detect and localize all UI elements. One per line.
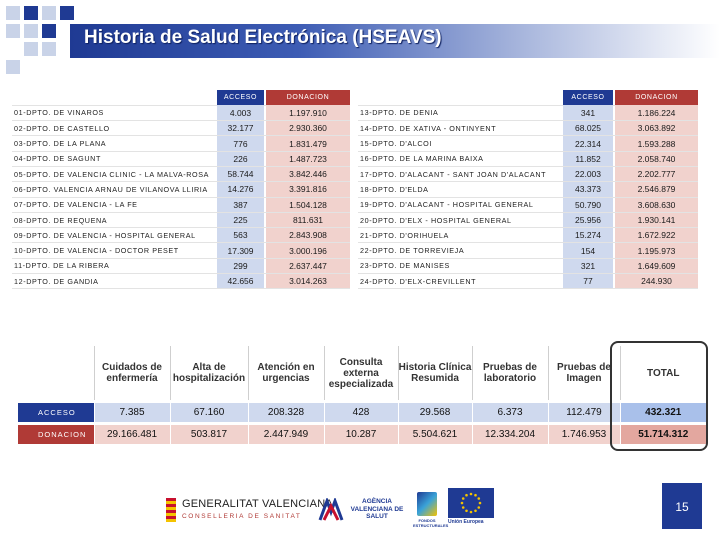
table-row: [358, 243, 698, 258]
dept-name: 04-DPTO. DE SAGUNT: [12, 151, 217, 166]
summary-row: [18, 425, 706, 444]
dept-name: 15-DPTO. D'ALCOI: [358, 136, 563, 151]
summary-value: 29.568: [398, 403, 472, 422]
table-row: [12, 166, 350, 181]
eu-star-icon: [470, 493, 473, 496]
summary-value: 503.817: [170, 425, 248, 444]
donacion-value: 3.000.196: [266, 243, 350, 258]
table-row: [12, 243, 350, 258]
acceso-value: 17.309: [217, 243, 264, 258]
summary-value: 10.287: [324, 425, 398, 444]
dept-name: 17-DPTO. D'ALACANT - SANT JOAN D'ALACANT: [358, 166, 563, 181]
donacion-value: 2.637.447: [266, 258, 350, 273]
senyera-icon: [166, 498, 176, 522]
header-acceso: ACCESO: [217, 90, 264, 105]
dept-name: 01-DPTO. DE VINAROS: [12, 105, 217, 120]
summary-table: [18, 346, 706, 444]
summary-value: 7.385: [94, 403, 170, 422]
donacion-value: 2.843.908: [266, 228, 350, 243]
corner-decoration: [6, 24, 20, 38]
eu-star-icon: [462, 497, 465, 500]
acceso-value: 299: [217, 258, 264, 273]
corner-decoration: [24, 24, 38, 38]
eu-logo: [448, 488, 494, 530]
eu-star-icon: [462, 506, 465, 509]
table-row: [358, 274, 698, 289]
summary-value: 428: [324, 403, 398, 422]
dept-name: 19-DPTO. D'ALACANT - HOSPITAL GENERAL: [358, 197, 563, 212]
acceso-value: 58.744: [217, 166, 264, 181]
dept-table-left: [12, 90, 350, 289]
table-row: [12, 274, 350, 289]
acceso-value: 22.003: [563, 166, 613, 181]
row-label: DONACION: [18, 425, 94, 444]
acceso-value: 25.956: [563, 212, 613, 227]
donacion-value: 244.930: [615, 274, 698, 289]
corner-decoration: [6, 6, 20, 20]
donacion-value: 1.593.288: [615, 136, 698, 151]
column-header: Cuidados de enfermería: [94, 346, 170, 400]
table-row: [358, 121, 698, 136]
acceso-value: 11.852: [563, 151, 613, 166]
table-row: [12, 105, 350, 120]
avs-logo: [318, 496, 408, 526]
dept-name: 12-DPTO. DE GANDIA: [12, 274, 217, 289]
dept-name: 02-DPTO. DE CASTELLO: [12, 121, 217, 136]
table-row: [12, 136, 350, 151]
corner-decoration: [60, 6, 74, 20]
table-row: [12, 228, 350, 243]
dept-name: 05-DPTO. DE VALENCIA CLINIC - LA MALVA-ROSA: [12, 166, 217, 181]
acceso-value: 387: [217, 197, 264, 212]
table-row: [12, 258, 350, 273]
donacion-value: 1.672.922: [615, 228, 698, 243]
column-header: Atención en urgencias: [248, 346, 324, 400]
summary-value: 67.160: [170, 403, 248, 422]
acceso-value: 32.177: [217, 121, 264, 136]
summary-row: [18, 403, 706, 422]
dept-name: 13-DPTO. DE DENIA: [358, 105, 563, 120]
dept-name: 11-DPTO. DE LA RIBERA: [12, 258, 217, 273]
table-row: [12, 151, 350, 166]
dept-name: 22-DPTO. DE TORREVIEJA: [358, 243, 563, 258]
dept-name: 09-DPTO. DE VALENCIA - HOSPITAL GENERAL: [12, 228, 217, 243]
table-row: [358, 136, 698, 151]
eu-star-icon: [474, 494, 477, 497]
eu-flag-icon: [448, 488, 494, 518]
generalitat-name: GENERALITAT VALENCIANA: [182, 498, 333, 510]
dept-name: 14-DPTO. DE XATIVA - ONTINYENT: [358, 121, 563, 136]
dept-name: 07-DPTO. DE VALENCIA - LA FE: [12, 197, 217, 212]
summary-value: 2.447.949: [248, 425, 324, 444]
acceso-value: 341: [563, 105, 613, 120]
eu-star-icon: [465, 494, 468, 497]
donacion-value: 1.649.609: [615, 258, 698, 273]
dept-name: 16-DPTO. DE LA MARINA BAIXA: [358, 151, 563, 166]
table-row: [358, 212, 698, 227]
header-donacion: DONACION: [615, 90, 698, 105]
total-highlight-frame: [610, 341, 708, 451]
conselleria-name: CONSELLERIA DE SANITAT: [182, 513, 302, 520]
dept-name: 03-DPTO. DE LA PLANA: [12, 136, 217, 151]
corner-decoration: [42, 24, 56, 38]
corner-decoration: [24, 6, 38, 20]
table-row: [12, 121, 350, 136]
corner-decoration: [42, 6, 56, 20]
summary-value: 6.373: [472, 403, 548, 422]
eu-star-icon: [465, 509, 468, 512]
dept-name: 18-DPTO. D'ELDA: [358, 182, 563, 197]
table-row: [358, 258, 698, 273]
eu-star-icon: [470, 511, 473, 514]
acceso-value: 42.656: [217, 274, 264, 289]
fondos-name: FONDOS ESTRUCTURALES: [413, 518, 449, 528]
dept-name: 08-DPTO. DE REQUENA: [12, 212, 217, 227]
acceso-value: 154: [563, 243, 613, 258]
table-row: [358, 228, 698, 243]
corner-decoration: [6, 60, 20, 74]
summary-value: 208.328: [248, 403, 324, 422]
table-row: [358, 166, 698, 181]
row-label: ACCESO: [18, 403, 94, 422]
donacion-value: 2.058.740: [615, 151, 698, 166]
summary-value: 12.334.204: [472, 425, 548, 444]
avs-name: AGÈNCIA VALENCIANA DE SALUT: [350, 498, 404, 520]
dept-name: 21-DPTO. D'ORIHUELA: [358, 228, 563, 243]
donacion-value: 3.391.816: [266, 182, 350, 197]
donacion-value: 1.195.973: [615, 243, 698, 258]
donacion-value: 1.504.128: [266, 197, 350, 212]
column-header: Historia Clínica Resumida: [398, 346, 472, 400]
table-row: [12, 212, 350, 227]
acceso-value: 563: [217, 228, 264, 243]
acceso-value: 226: [217, 151, 264, 166]
eu-name: Unión Europea: [448, 519, 484, 525]
dept-name: 20-DPTO. D'ELX - HOSPITAL GENERAL: [358, 212, 563, 227]
donacion-value: 3.608.630: [615, 197, 698, 212]
acceso-value: 43.373: [563, 182, 613, 197]
donacion-value: 2.546.879: [615, 182, 698, 197]
donacion-value: 1.186.224: [615, 105, 698, 120]
dept-table-right: [358, 90, 698, 289]
column-header: Alta de hospitalización: [170, 346, 248, 400]
acceso-value: 68.025: [563, 121, 613, 136]
donacion-value: 1.487.723: [266, 151, 350, 166]
eu-star-icon: [477, 497, 480, 500]
donacion-value: 811.631: [266, 212, 350, 227]
table-row: [358, 182, 698, 197]
eu-star-icon: [474, 509, 477, 512]
acceso-value: 22.314: [563, 136, 613, 151]
table-row: [12, 197, 350, 212]
generalitat-logo: [166, 496, 333, 524]
corner-decoration: [24, 42, 38, 56]
page-number: 15: [675, 500, 689, 514]
dept-name: 24-DPTO. D'ELX-CREVILLENT: [358, 274, 563, 289]
table-row: [358, 105, 698, 120]
corner-decoration: [42, 42, 56, 56]
dept-name: 10-DPTO. DE VALENCIA - DOCTOR PESET: [12, 243, 217, 258]
total-value: 51.714.312: [620, 425, 706, 444]
donacion-value: 1.930.141: [615, 212, 698, 227]
donacion-value: 3.014.263: [266, 274, 350, 289]
column-header: Consulta externa especializada: [324, 346, 398, 400]
donacion-value: 1.197.910: [266, 105, 350, 120]
column-header: Pruebas de laboratorio: [472, 346, 548, 400]
acceso-value: 4.003: [217, 105, 264, 120]
donacion-value: 2.202.777: [615, 166, 698, 181]
table-row: [358, 151, 698, 166]
column-header: TOTAL: [620, 346, 706, 400]
acceso-value: 321: [563, 258, 613, 273]
acceso-value: 14.276: [217, 182, 264, 197]
acceso-value: 15.274: [563, 228, 613, 243]
acceso-value: 50.790: [563, 197, 613, 212]
summary-value: 5.504.621: [398, 425, 472, 444]
dept-name: 23-DPTO. DE MANISES: [358, 258, 563, 273]
donacion-value: 2.930.360: [266, 121, 350, 136]
fondos-icon: [417, 492, 437, 516]
page-title: Historia de Salud Electrónica (HSEAVS): [84, 27, 442, 48]
header-acceso: ACCESO: [563, 90, 613, 105]
donacion-value: 1.831.479: [266, 136, 350, 151]
donacion-value: 3.063.892: [615, 121, 698, 136]
eu-star-icon: [479, 502, 482, 505]
column-header: Pruebas de Imagen: [548, 346, 620, 400]
avs-mark-icon: [318, 498, 344, 522]
table-row: [12, 182, 350, 197]
acceso-value: 776: [217, 136, 264, 151]
donacion-value: 3.842.446: [266, 166, 350, 181]
table-row: [358, 197, 698, 212]
summary-value: 1.746.953: [548, 425, 620, 444]
dept-name: 06-DPTO. VALENCIA ARNAU DE VILANOVA LLIRIA: [12, 182, 217, 197]
header-donacion: DONACION: [266, 90, 350, 105]
total-value: 432.321: [620, 403, 706, 422]
acceso-value: 225: [217, 212, 264, 227]
acceso-value: 77: [563, 274, 613, 289]
eu-star-icon: [461, 502, 464, 505]
summary-value: 112.479: [548, 403, 620, 422]
fondos-logo: [413, 492, 449, 528]
eu-star-icon: [477, 506, 480, 509]
summary-value: 29.166.481: [94, 425, 170, 444]
